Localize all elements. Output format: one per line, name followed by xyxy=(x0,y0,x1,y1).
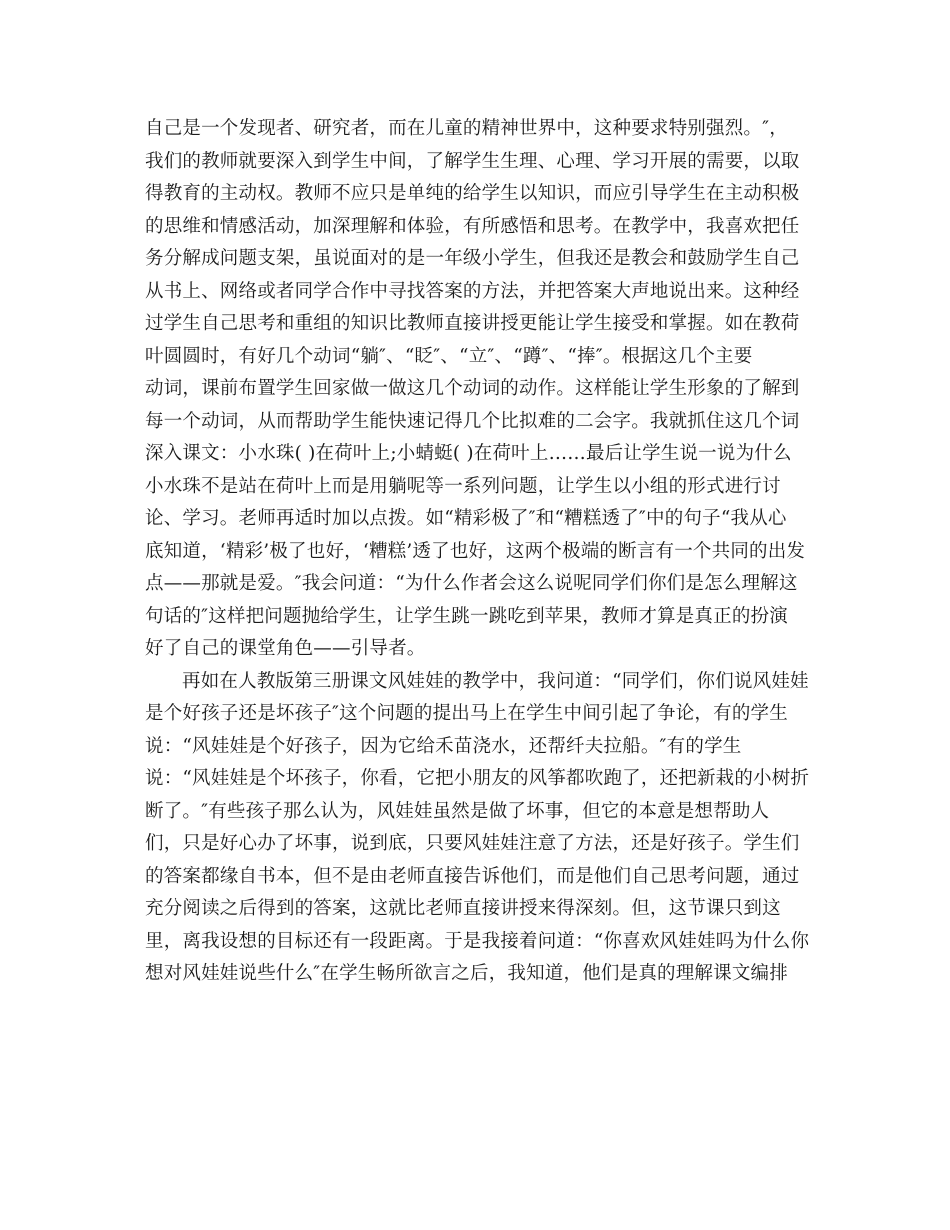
document-body xyxy=(145,113,810,991)
text-line: 底知道，‘精彩’极了也好，‘糟糕’透了也好，这两个极端的断言有一个共同的出发 xyxy=(145,540,806,562)
text-line: 再如在人教版第三册课文风娃娃的教学中，我问道：“同学们，你们说风娃娃 xyxy=(182,670,809,692)
text-line: 说：“风娃娃是个坏孩子，你看，它把小朋友的风筝都吹跑了，还把新栽的小树折 xyxy=(145,768,810,789)
text-line: 从书上、网络或者同学合作中寻找答案的方法，并把答案大声地说出来。这种经 xyxy=(145,280,800,302)
text-line: 说：“风娃娃是个好孩子，因为它给禾苗浇水，还帮纤夫拉船。″有的学生 xyxy=(145,735,742,757)
text-line: 论、学习。老师再适时加以点拨。如“精彩极了″和“糟糕透了″中的句子“我从心 xyxy=(145,508,787,529)
text-line: 我们的教师就要深入到学生中间，了解学生生理、心理、学习开展的需要，以取 xyxy=(145,150,800,172)
text-line: 每一个动词，从而帮助学生能快速记得几个比拟难的二会字。我就抓住这几个词 xyxy=(145,410,800,432)
text-line: 小水珠不是站在荷叶上而是用躺呢等一系列问题，让学生以小组的形式进行讨 xyxy=(145,475,781,497)
text-line: 们，只是好心办了坏事，说到底，只要风娃娃注意了方法，还是好孩子。学生们 xyxy=(145,833,800,854)
text-line: 句话的″这样把问题抛给学生，让学生跳一跳吃到苹果，教师才算是真正的扮演 xyxy=(145,605,788,627)
paragraph-1 xyxy=(145,113,805,666)
paragraph-2 xyxy=(145,666,810,991)
text-line: 自己是一个发现者、研究者，而在儿童的精神世界中，这种要求特别强烈。″， xyxy=(145,118,788,139)
text-line: 叶圆圆时，有好几个动词“躺″、“眨″、“立″、“蹲″、“捧″。根据这几个主要 xyxy=(145,345,753,367)
text-line: 得教育的主动权。教师不应只是单纯的给学生以知识，而应引导学生在主动积极 xyxy=(145,183,800,204)
text-line: 是个好孩子还是坏孩子″这个问题的提出马上在学生中间引起了争论，有的学生 xyxy=(145,703,788,724)
text-line: 务分解成问题支架，虽说面对的是一年级小学生，但我还是教会和鼓励学生自己 xyxy=(145,248,800,269)
text-line: 好了自己的课堂角色——引导者。 xyxy=(145,638,426,659)
text-line: 的答案都缘自书本，但不是由老师直接告诉他们，而是他们自己思考问题，通过 xyxy=(145,865,800,887)
text-line: 动词，课前布置学生回家做一做这几个动词的动作。这样能让学生形象的了解到 xyxy=(145,378,800,399)
text-line: 里，离我设想的目标还有一段距离。于是我接着问道：“你喜欢风娃娃吗为什么你 xyxy=(145,930,810,952)
text-line: 的思维和情感活动，加深理解和体验，有所感悟和思考。在教学中，我喜欢把任 xyxy=(145,215,800,237)
text-line: 点——那就是爱。″我会问道：“为什么作者会这么说呢同学们你们是怎么理解这 xyxy=(145,573,798,594)
text-line: 充分阅读之后得到的答案，这就比老师直接讲授来得深刻。但，这节课只到这 xyxy=(145,898,781,919)
text-line: 断了。″有些孩子那么认为，风娃娃虽然是做了坏事，但它的本意是想帮助人 xyxy=(145,800,770,822)
text-line: 想对风娃娃说些什么″在学生畅所欲言之后，我知道，他们是真的理解课文编排 xyxy=(145,963,788,984)
text-line: 深入课文：小水珠( )在荷叶上;小蜻蜓( )在荷叶上……最后让学生说一说为什么 xyxy=(145,443,792,464)
text-line: 过学生自己思考和重组的知识比教师直接讲授更能让学生接受和掌握。如在教荷 xyxy=(145,313,800,334)
